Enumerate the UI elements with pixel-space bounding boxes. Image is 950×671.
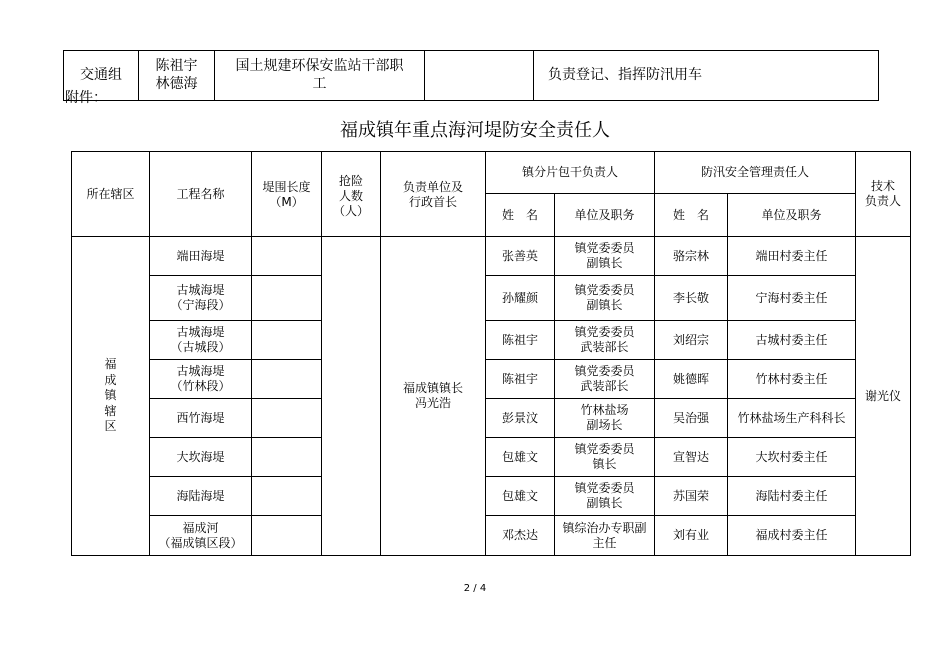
project-cell [150, 237, 252, 276]
flood-position-text: 古城村委主任 [755, 332, 828, 347]
top-table [63, 50, 879, 101]
header-tech: 技术 负责人 [856, 152, 911, 237]
table-row [72, 237, 911, 276]
flood-name-text: 姚德晖 [673, 371, 710, 386]
flood-name-text: 刘绍宗 [673, 332, 710, 347]
town-position-cell [555, 516, 655, 556]
town-name-text: 张善英 [501, 248, 538, 263]
header-town-name: 姓 名 [486, 194, 555, 237]
flood-position-text: 竹林盐场生产科科长 [737, 410, 846, 425]
duty-cell [534, 51, 879, 101]
length-cell [252, 516, 322, 556]
length-cell [252, 360, 322, 399]
flood-name-cell [655, 276, 728, 321]
flood-position-cell [728, 360, 856, 399]
flood-name-text: 刘有业 [673, 528, 710, 542]
flood-position-cell [728, 438, 856, 477]
table-row [72, 399, 911, 438]
flood-name-cell [655, 477, 728, 516]
header-district: 所在辖区 [72, 152, 150, 237]
length-cell [252, 237, 322, 276]
unit-head-cell [381, 237, 486, 556]
table-row [72, 438, 911, 477]
header-project: 工程名称 [150, 152, 252, 237]
flood-position-cell [728, 321, 856, 360]
group-name: 交通组 [80, 66, 122, 83]
header-flood-name: 姓 名 [655, 194, 728, 237]
town-name-text: 包雄文 [501, 488, 538, 503]
names-cell [139, 51, 215, 101]
rescuers-cell [322, 237, 381, 556]
town-name-cell [486, 399, 555, 438]
flood-name-cell [655, 360, 728, 399]
town-position-cell [555, 237, 655, 276]
project-text: 福成河 （福成镇区段） [158, 520, 243, 550]
responsibility-table [71, 151, 911, 556]
page-number: 2 / 4 [463, 583, 487, 594]
town-name-text: 孙耀颜 [501, 290, 538, 305]
project-text: 古城海堤 （古城段） [170, 325, 231, 354]
header-flood-position: 单位及职务 [728, 194, 856, 237]
table-row [72, 477, 911, 516]
town-position-cell [555, 399, 655, 438]
town-position-text: 镇党委委员 副镇长 [574, 481, 635, 510]
town-name-text: 彭景汶 [501, 410, 538, 425]
project-cell [150, 321, 252, 360]
flood-name-text: 吴治强 [673, 410, 710, 425]
flood-position-cell [728, 516, 856, 556]
header-town-group: 镇分片包干负责人 [486, 152, 655, 194]
project-text: 端田海堤 [176, 248, 225, 263]
flood-name-cell [655, 237, 728, 276]
town-name-text: 陈祖宇 [501, 332, 538, 347]
town-position-text: 竹林盐场 副场长 [580, 403, 629, 432]
tech-cell [856, 237, 911, 556]
project-cell [150, 477, 252, 516]
length-cell [252, 477, 322, 516]
project-text: 海陆海堤 [176, 488, 225, 503]
header-rescuers: 抢险 人数 （人） [322, 152, 381, 237]
page-title: 福成镇年重点海河堤防安全责任人 [340, 120, 610, 141]
length-cell [252, 399, 322, 438]
district-cell [72, 237, 150, 556]
duty-text: 负责登记、指挥防汛用车 [548, 66, 702, 83]
town-position-text: 镇党委委员 镇长 [574, 442, 635, 471]
town-position-text: 镇党委委员 武装部长 [574, 364, 635, 393]
town-position-text: 镇综治办专职副 主任 [562, 520, 647, 550]
length-cell [252, 438, 322, 477]
project-text: 古城海堤 （宁海段） [170, 283, 231, 312]
flood-name-cell [655, 516, 728, 556]
town-position-text: 镇党委委员 副镇长 [574, 283, 635, 312]
table-row [72, 276, 911, 321]
town-name-cell [486, 477, 555, 516]
empty-cell [425, 51, 534, 101]
flood-position-cell [728, 399, 856, 438]
flood-name-text: 宣智达 [673, 449, 710, 464]
flood-position-text: 海陆村委主任 [755, 488, 828, 503]
flood-position-cell [728, 477, 856, 516]
header-flood-group: 防汛安全管理责任人 [655, 152, 856, 194]
attachment-label: 附件： [65, 90, 107, 106]
town-name-cell [486, 276, 555, 321]
length-cell [252, 276, 322, 321]
flood-name-cell [655, 321, 728, 360]
town-name-text: 陈祖宇 [501, 371, 538, 386]
project-cell [150, 360, 252, 399]
flood-position-text: 福成村委主任 [755, 528, 828, 542]
town-position-cell [555, 477, 655, 516]
town-name-cell [486, 321, 555, 360]
flood-position-cell [728, 276, 856, 321]
district-text: 福 成 镇 辖 区 [104, 357, 117, 434]
flood-name-text: 李长敬 [673, 290, 710, 305]
town-position-cell [555, 360, 655, 399]
table-body [72, 237, 911, 556]
project-text: 古城海堤 （竹林段） [170, 364, 231, 393]
project-cell [150, 399, 252, 438]
town-position-cell [555, 321, 655, 360]
town-name-text: 邓杰达 [501, 528, 538, 542]
member-names: 陈祖宇 林德海 [155, 58, 198, 92]
project-text: 西竹海堤 [176, 410, 225, 425]
table-row [72, 321, 911, 360]
unit-cell [215, 51, 425, 101]
flood-name-text: 骆宗林 [673, 248, 710, 263]
flood-position-text: 宁海村委主任 [755, 290, 828, 305]
town-name-cell [486, 360, 555, 399]
project-cell [150, 516, 252, 556]
length-cell [252, 321, 322, 360]
project-text: 大坎海堤 [176, 449, 225, 464]
project-cell [150, 438, 252, 477]
town-position-cell [555, 276, 655, 321]
header-row [72, 152, 911, 194]
town-name-cell [486, 516, 555, 556]
top-table-row [64, 51, 879, 101]
member-unit: 国土规建环保安监站干部职工 [235, 58, 404, 92]
header-town-position: 单位及职务 [555, 194, 655, 237]
flood-position-text: 端田村委主任 [755, 248, 828, 263]
flood-position-cell [728, 237, 856, 276]
table-row [72, 360, 911, 399]
flood-name-text: 苏国荣 [673, 488, 710, 503]
unit-head-text: 福成镇镇长 冯光浩 [402, 381, 463, 410]
town-position-text: 镇党委委员 武装部长 [574, 325, 635, 354]
town-position-cell [555, 438, 655, 477]
tech-text: 谢光仪 [865, 388, 902, 403]
header-length: 堤围长度 （M） [252, 152, 322, 237]
project-cell [150, 276, 252, 321]
town-name-text: 包雄文 [501, 449, 538, 464]
town-position-text: 镇党委委员 副镇长 [574, 241, 635, 270]
flood-position-text: 大坎村委主任 [755, 449, 828, 464]
flood-name-cell [655, 438, 728, 477]
town-name-cell [486, 438, 555, 477]
table-row [72, 516, 911, 556]
flood-position-text: 竹林村委主任 [755, 371, 828, 386]
header-unit-head: 负责单位及 行政首长 [381, 152, 486, 237]
flood-name-cell [655, 399, 728, 438]
town-name-cell [486, 237, 555, 276]
